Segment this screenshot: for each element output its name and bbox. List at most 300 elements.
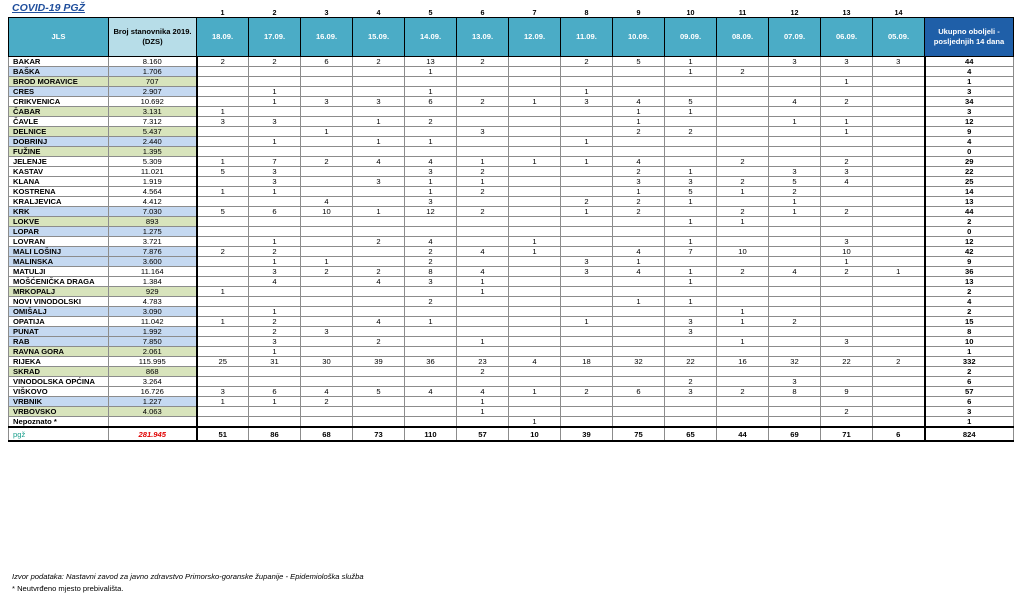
municipality-name: OMIŠALJ: [9, 307, 109, 317]
case-count-cell: [821, 87, 873, 97]
case-count-cell: 1: [665, 57, 717, 67]
total-cell: 44: [925, 57, 1014, 67]
case-count-cell: [873, 377, 925, 387]
table-row: [9, 107, 1014, 117]
column-number: 5: [428, 8, 433, 17]
case-count-cell: [197, 217, 249, 227]
case-count-cell: [509, 147, 561, 157]
case-count-cell: 1: [405, 177, 457, 187]
case-count-cell: 1: [717, 307, 769, 317]
case-count-cell: [405, 327, 457, 337]
case-count-cell: [769, 227, 821, 237]
total-cell: 3: [925, 87, 1014, 97]
case-count-cell: [197, 67, 249, 77]
municipality-name: ČAVLE: [9, 117, 109, 127]
header-date: 17.09.: [249, 18, 301, 57]
column-number: 14: [894, 8, 903, 17]
case-count-cell: [769, 367, 821, 377]
case-count-cell: [197, 267, 249, 277]
case-count-cell: 2: [821, 207, 873, 217]
municipality-name: KOSTRENA: [9, 187, 109, 197]
column-number: 4: [376, 8, 381, 17]
case-count-cell: [717, 97, 769, 107]
case-count-cell: 4: [457, 387, 509, 397]
case-count-cell: [613, 277, 665, 287]
case-count-cell: [613, 367, 665, 377]
case-count-cell: 3: [249, 167, 301, 177]
case-count-cell: [665, 397, 717, 407]
total-cell: 57: [925, 387, 1014, 397]
population-cell: 3.090: [109, 307, 197, 317]
case-count-cell: 2: [665, 127, 717, 137]
case-count-cell: [873, 247, 925, 257]
case-count-cell: 1: [665, 67, 717, 77]
case-count-cell: [821, 147, 873, 157]
case-count-cell: 2: [561, 387, 613, 397]
case-count-cell: [613, 317, 665, 327]
case-count-cell: [405, 217, 457, 227]
case-count-cell: [301, 117, 353, 127]
case-count-cell: 8: [405, 267, 457, 277]
total-cell: 6: [925, 377, 1014, 387]
case-count-cell: 39: [353, 357, 405, 367]
case-count-cell: [613, 347, 665, 357]
case-count-cell: [665, 87, 717, 97]
population-cell: 868: [109, 367, 197, 377]
case-count-cell: [197, 257, 249, 267]
case-count-cell: [353, 397, 405, 407]
population-cell: 5.309: [109, 157, 197, 167]
case-count-cell: [249, 107, 301, 117]
case-count-cell: [717, 227, 769, 237]
table-row: [9, 287, 1014, 297]
table-row: [9, 277, 1014, 287]
case-count-cell: [873, 317, 925, 327]
case-count-cell: [769, 277, 821, 287]
table-row: [9, 237, 1014, 247]
case-count-cell: 3: [665, 317, 717, 327]
case-count-cell: [821, 347, 873, 357]
case-count-cell: [197, 77, 249, 87]
total-cell: 0: [925, 227, 1014, 237]
case-count-cell: [613, 227, 665, 237]
case-count-cell: 1: [301, 257, 353, 267]
case-count-cell: [509, 317, 561, 327]
municipality-name: DELNICE: [9, 127, 109, 137]
case-count-cell: 1: [665, 167, 717, 177]
municipality-name: MRKOPALJ: [9, 287, 109, 297]
header-date: 15.09.: [353, 18, 405, 57]
case-count-cell: [561, 177, 613, 187]
case-count-cell: [301, 417, 353, 428]
case-count-cell: [457, 197, 509, 207]
total-cell: 4: [925, 297, 1014, 307]
case-count-cell: [509, 107, 561, 117]
case-count-cell: [509, 367, 561, 377]
table-row: [9, 397, 1014, 407]
case-count-cell: [353, 217, 405, 227]
municipality-name: VINODOLSKA OPĆINA: [9, 377, 109, 387]
case-count-cell: [353, 257, 405, 267]
case-count-cell: 1: [457, 407, 509, 417]
total-cell: 2: [925, 367, 1014, 377]
case-count-cell: 2: [821, 407, 873, 417]
case-count-cell: [613, 417, 665, 428]
case-count-cell: 2: [197, 247, 249, 257]
case-count-cell: [717, 127, 769, 137]
case-count-cell: [561, 237, 613, 247]
case-count-cell: 1: [561, 137, 613, 147]
case-count-cell: [561, 397, 613, 407]
total-cell: 13: [925, 197, 1014, 207]
case-count-cell: 2: [769, 317, 821, 327]
total-cell: 14: [925, 187, 1014, 197]
municipality-name: SKRAD: [9, 367, 109, 377]
case-count-cell: 3: [197, 117, 249, 127]
case-count-cell: 4: [405, 157, 457, 167]
population-cell: 3.600: [109, 257, 197, 267]
case-count-cell: [457, 147, 509, 157]
population-cell: 707: [109, 77, 197, 87]
case-count-cell: [769, 327, 821, 337]
covid-cases-table: [8, 8, 1014, 442]
total-cell: 4: [925, 67, 1014, 77]
case-count-cell: [613, 307, 665, 317]
case-count-cell: 22: [665, 357, 717, 367]
case-count-cell: [249, 127, 301, 137]
header-date: 12.09.: [509, 18, 561, 57]
case-count-cell: [873, 127, 925, 137]
case-count-cell: 10: [301, 207, 353, 217]
case-count-cell: 3: [873, 57, 925, 67]
case-count-cell: [717, 347, 769, 357]
case-count-cell: [509, 377, 561, 387]
case-count-cell: [353, 197, 405, 207]
case-count-cell: 4: [353, 157, 405, 167]
case-count-cell: 3: [249, 177, 301, 187]
header-total: Ukupno oboljeli - posljednjih 14 dana: [925, 18, 1014, 57]
case-count-cell: [873, 117, 925, 127]
population-cell: 1.227: [109, 397, 197, 407]
case-count-cell: [873, 297, 925, 307]
case-count-cell: [873, 177, 925, 187]
case-count-cell: 1: [561, 317, 613, 327]
case-count-cell: [405, 347, 457, 357]
case-count-cell: 30: [301, 357, 353, 367]
case-count-cell: [405, 397, 457, 407]
table-row: [9, 177, 1014, 187]
population-cell: 2.907: [109, 87, 197, 97]
case-count-cell: [561, 277, 613, 287]
table-row: [9, 137, 1014, 147]
header-row: [9, 18, 1014, 57]
case-count-cell: [873, 167, 925, 177]
case-count-cell: [873, 187, 925, 197]
case-count-cell: [301, 367, 353, 377]
case-count-cell: 4: [457, 247, 509, 257]
municipality-name: VIŠKOVO: [9, 387, 109, 397]
case-count-cell: [301, 107, 353, 117]
municipality-name: MATULJI: [9, 267, 109, 277]
table-row: [9, 127, 1014, 137]
municipality-name: MALI LOŠINJ: [9, 247, 109, 257]
case-count-cell: 5: [353, 387, 405, 397]
case-count-cell: [353, 147, 405, 157]
case-count-cell: 1: [249, 347, 301, 357]
population-cell: 2.440: [109, 137, 197, 147]
case-count-cell: [873, 237, 925, 247]
case-count-cell: 2: [561, 57, 613, 67]
case-count-cell: 2: [457, 167, 509, 177]
case-count-cell: [353, 407, 405, 417]
case-count-cell: [301, 167, 353, 177]
population-cell: 115.995: [109, 357, 197, 367]
case-count-cell: 2: [821, 157, 873, 167]
case-count-cell: [561, 187, 613, 197]
total-cell: 332: [925, 357, 1014, 367]
case-count-cell: 23: [457, 357, 509, 367]
municipality-name: KASTAV: [9, 167, 109, 177]
case-count-cell: 1: [353, 207, 405, 217]
case-count-cell: 2: [249, 327, 301, 337]
column-number: 8: [584, 8, 589, 17]
case-count-cell: [561, 77, 613, 87]
case-count-cell: [717, 107, 769, 117]
case-count-cell: 1: [717, 187, 769, 197]
case-count-cell: [665, 137, 717, 147]
case-count-cell: [301, 277, 353, 287]
case-count-cell: [457, 327, 509, 337]
case-count-cell: 12: [405, 207, 457, 217]
case-count-cell: 1: [509, 97, 561, 107]
total-cell: 2: [925, 307, 1014, 317]
case-count-cell: [197, 277, 249, 287]
municipality-name: VRBNIK: [9, 397, 109, 407]
case-count-cell: 2: [249, 247, 301, 257]
case-count-cell: 2: [301, 267, 353, 277]
header-date: 18.09.: [197, 18, 249, 57]
case-count-cell: [353, 287, 405, 297]
municipality-name: BROD MORAVICE: [9, 77, 109, 87]
case-count-cell: 10: [717, 247, 769, 257]
case-count-cell: [301, 237, 353, 247]
case-count-cell: [301, 217, 353, 227]
table-row: [9, 407, 1014, 417]
case-count-cell: [457, 317, 509, 327]
table-row: [9, 337, 1014, 347]
table-row: [9, 377, 1014, 387]
case-count-cell: [457, 237, 509, 247]
case-count-cell: 3: [821, 57, 873, 67]
case-count-cell: 3: [405, 167, 457, 177]
case-count-cell: [457, 227, 509, 237]
case-count-cell: [717, 77, 769, 87]
case-count-cell: [405, 77, 457, 87]
case-count-cell: 2: [873, 357, 925, 367]
population-cell: 1.706: [109, 67, 197, 77]
case-count-cell: [249, 147, 301, 157]
population-cell: 1.919: [109, 177, 197, 187]
table-row: [9, 367, 1014, 377]
case-count-cell: 3: [197, 387, 249, 397]
case-count-cell: [197, 377, 249, 387]
case-count-cell: 1: [561, 157, 613, 167]
case-count-cell: 1: [249, 137, 301, 147]
case-count-cell: [405, 107, 457, 117]
case-count-cell: 1: [197, 317, 249, 327]
municipality-name: MOŠĆENIČKA DRAGA: [9, 277, 109, 287]
case-count-cell: [457, 307, 509, 317]
case-count-cell: [353, 67, 405, 77]
table-row: [9, 317, 1014, 327]
case-count-cell: 3: [405, 197, 457, 207]
case-count-cell: [717, 397, 769, 407]
case-count-cell: [197, 87, 249, 97]
case-count-cell: [769, 157, 821, 167]
total-cell: 10: [925, 337, 1014, 347]
case-count-cell: [249, 287, 301, 297]
case-count-cell: 3: [249, 117, 301, 127]
population-cell: 11.042: [109, 317, 197, 327]
case-count-cell: [509, 137, 561, 147]
case-count-cell: 1: [613, 257, 665, 267]
case-count-cell: [665, 287, 717, 297]
case-count-cell: 1: [613, 187, 665, 197]
case-count-cell: 1: [769, 117, 821, 127]
case-count-cell: 3: [821, 237, 873, 247]
case-count-cell: [249, 197, 301, 207]
case-count-cell: [873, 367, 925, 377]
population-cell: 3.131: [109, 107, 197, 117]
municipality-name: pgž: [9, 427, 109, 441]
case-count-cell: [353, 347, 405, 357]
total-cell: 13: [925, 277, 1014, 287]
case-count-cell: [301, 147, 353, 157]
case-count-cell: 4: [301, 197, 353, 207]
case-count-cell: [405, 407, 457, 417]
case-count-cell: 2: [405, 297, 457, 307]
case-count-cell: 1: [509, 247, 561, 257]
total-cell: 1: [925, 417, 1014, 428]
case-count-cell: 69: [769, 427, 821, 441]
total-cell: 0: [925, 147, 1014, 157]
case-count-cell: [197, 367, 249, 377]
case-count-cell: 1: [405, 317, 457, 327]
case-count-cell: [873, 87, 925, 97]
case-count-cell: [457, 77, 509, 87]
case-count-cell: [457, 297, 509, 307]
case-count-cell: [457, 257, 509, 267]
case-count-cell: [509, 347, 561, 357]
case-count-cell: [509, 407, 561, 417]
case-count-cell: [769, 297, 821, 307]
case-count-cell: 39: [561, 427, 613, 441]
case-count-cell: [821, 297, 873, 307]
case-count-cell: [249, 67, 301, 77]
page-title: COVID-19 PGŽ: [12, 2, 85, 14]
case-count-cell: 6: [249, 387, 301, 397]
table-row: [9, 207, 1014, 217]
case-count-cell: 2: [717, 157, 769, 167]
municipality-name: NOVI VINODOLSKI: [9, 297, 109, 307]
total-cell: 12: [925, 117, 1014, 127]
case-count-cell: 32: [613, 357, 665, 367]
municipality-name: LOKVE: [9, 217, 109, 227]
case-count-cell: 4: [405, 237, 457, 247]
case-count-cell: [873, 347, 925, 357]
table-row: [9, 97, 1014, 107]
case-count-cell: 1: [353, 137, 405, 147]
municipality-name: VRBOVSKO: [9, 407, 109, 417]
case-count-cell: [665, 257, 717, 267]
case-count-cell: [717, 147, 769, 157]
case-count-cell: [717, 197, 769, 207]
case-count-cell: 2: [821, 97, 873, 107]
case-count-cell: [561, 297, 613, 307]
case-count-cell: 3: [613, 177, 665, 187]
case-count-cell: [197, 237, 249, 247]
case-count-cell: [873, 67, 925, 77]
case-count-cell: 22: [821, 357, 873, 367]
case-count-cell: 2: [353, 337, 405, 347]
case-count-cell: [509, 287, 561, 297]
total-cell: 2: [925, 287, 1014, 297]
case-count-cell: 3: [821, 167, 873, 177]
population-cell: 929: [109, 287, 197, 297]
case-count-cell: [613, 337, 665, 347]
case-count-cell: 1: [457, 177, 509, 187]
case-count-cell: 6: [873, 427, 925, 441]
total-cell: 42: [925, 247, 1014, 257]
header-date: 11.09.: [561, 18, 613, 57]
case-count-cell: [769, 107, 821, 117]
municipality-name: BAŠKA: [9, 67, 109, 77]
case-count-cell: [613, 217, 665, 227]
case-count-cell: [821, 277, 873, 287]
population-cell: 4.783: [109, 297, 197, 307]
case-count-cell: 2: [821, 267, 873, 277]
case-count-cell: [457, 417, 509, 428]
case-count-cell: 1: [249, 237, 301, 247]
case-count-cell: [509, 67, 561, 77]
header-date: 14.09.: [405, 18, 457, 57]
case-count-cell: [769, 67, 821, 77]
case-count-cell: 1: [457, 287, 509, 297]
municipality-name: BAKAR: [9, 57, 109, 67]
population-cell: 8.160: [109, 57, 197, 67]
case-count-cell: [457, 377, 509, 387]
case-count-cell: [717, 367, 769, 377]
case-count-cell: [561, 107, 613, 117]
municipality-name: ČABAR: [9, 107, 109, 117]
case-count-cell: [353, 377, 405, 387]
case-count-cell: 5: [197, 167, 249, 177]
case-count-cell: [769, 237, 821, 247]
case-count-cell: 57: [457, 427, 509, 441]
case-count-cell: 10: [509, 427, 561, 441]
case-count-cell: 1: [405, 187, 457, 197]
case-count-cell: [769, 407, 821, 417]
case-count-cell: [561, 147, 613, 157]
table-row: [9, 297, 1014, 307]
case-count-cell: 1: [249, 87, 301, 97]
case-count-cell: [717, 257, 769, 267]
total-cell: 1: [925, 347, 1014, 357]
case-count-cell: [353, 367, 405, 377]
case-count-cell: 25: [197, 357, 249, 367]
case-count-cell: 2: [353, 57, 405, 67]
case-count-cell: [769, 417, 821, 428]
